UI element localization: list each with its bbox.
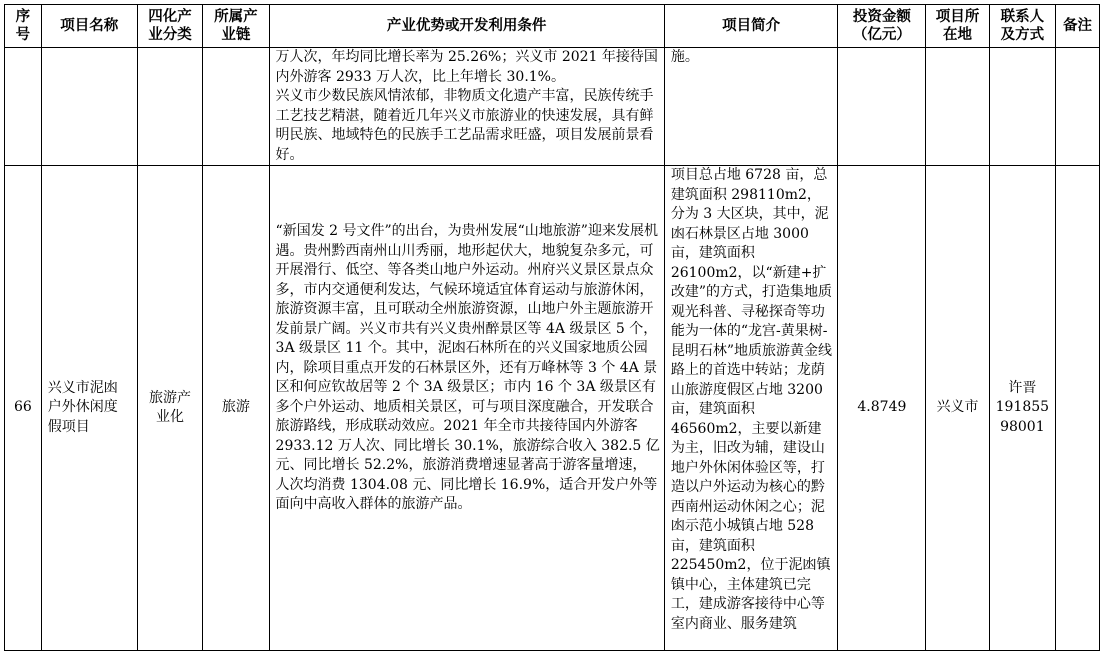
header-advantage [269, 5, 664, 48]
cell-chain: 旅游 [203, 166, 269, 651]
header-name [41, 5, 137, 48]
header-advantage-label: 产业优势或开发利用条件 [386, 18, 547, 34]
header-remark [1056, 5, 1100, 48]
cell-contact [989, 48, 1055, 166]
header-intro [664, 5, 838, 48]
cell-advantage: 万人次，年均同比增长率为 25.26%；兴义市 2021 年接待国内外游客 2933 万人次，比上年增长 30.1%。 兴义市少数民族风情浓郁，非物质文化遗产丰富，民族传统手工艺技艺精湛，随着近几年兴义市旅游业的快速发展，具有鲜明民族、地域特色的民族手工艺品需求旺盛，项目发展前景看好。 [269, 48, 664, 166]
cell-category [137, 48, 202, 166]
cell-investment: 4.8749 [838, 166, 926, 651]
cell-chain [203, 48, 269, 166]
table-row [5, 48, 1100, 166]
project-table [4, 4, 1100, 651]
cell-intro: 施。 [664, 48, 838, 166]
header-category [137, 5, 202, 48]
cell-intro: 项目总占地 6728 亩，总建筑面积 298110m2，分为 3 大区块，其中，泥凼石林景区占地 3000 亩，建筑面积 26100m2，以“新建+扩改建”的方式，打造集地质观光科普、寻秘探奇等功能为一体的“龙宫-黄果树-昆明石林”地质旅游黄金线路上的首选中转站；龙荫山旅游度假区占地 3200 亩，建筑面积 46560m2，主要以新建为主，旧改为辅，建设山地户外休闲体验区等，打造以户外运动为核心的黔西南州运动休闲之心；泥凼示范小城镇占地 528 亩，建筑面积 225450m2，位于泥凼镇镇中心，主体建筑已完工，建成游客接待中心等室内商业、服务建筑 [664, 166, 838, 651]
cell-location: 兴义市 [926, 166, 989, 651]
cell-category: 旅游产业化 [137, 166, 202, 651]
cell-remark [1056, 166, 1100, 651]
cell-seq: 66 [5, 166, 42, 651]
cell-investment [838, 48, 926, 166]
header-remark-label: 备注 [1063, 18, 1093, 34]
header-seq-label: 序 号 [15, 9, 31, 43]
cell-advantage: “新国发 2 号文件”的出台，为贵州发展“山地旅游”迎来发展机遇。贵州黔西南州山川秀丽，地形起伏大，地貌复杂多元，可开展滑行、低空、等各类山地户外运动。州府兴义景区景点众多，市内交通便利发达，气候环境适宜体育运动与旅游休闲，旅游资源丰富，且可联动全州旅游资源，山地户外主题旅游开发前景广阔。兴义市共有兴义贵州醉景区等 4A 级景区 5 个，3A 级景区 11 个。其中，泥凼石林所在的兴义国家地质公园内，除项目重点开发的石林景区外，还有万峰林等 3 个 4A 景区和何应钦故居等 2 个 3A 级景区；市内 16 个 3A 级景区有多个户外运动、地质相关景区，可与项目深度融合，开发联合旅游路线，形成联动效应。2021 年全市共接待国内外游客 2933.12 万人次、同比增长 30.1%，旅游综合收入 382.5 亿元、同比增长 52.2%，旅游消费增速显著高于游客量增速，人次均消费 1304.08 元、同比增长 16.9%，适合开发户外等面向中高收入群体的旅游产品。 [269, 166, 664, 651]
header-chain-label: 所属产 业链 [214, 9, 258, 43]
cell-remark [1056, 48, 1100, 166]
header-row [5, 5, 1100, 48]
cell-name: 兴义市泥凼户外休闲度假项目 [41, 166, 137, 651]
cell-location [926, 48, 989, 166]
header-investment-label: 投资金额 （亿元） [852, 9, 911, 43]
header-intro-label: 项目简介 [722, 18, 781, 34]
header-seq [5, 5, 42, 48]
header-category-label: 四化产 业分类 [148, 9, 192, 43]
cell-contact: 许晋 191855 98001 [989, 166, 1055, 651]
table-row [5, 166, 1100, 651]
cell-name [41, 48, 137, 166]
header-contact-label: 联系人 及方式 [1000, 9, 1045, 43]
header-location [926, 5, 989, 48]
header-name-label: 项目名称 [60, 18, 119, 34]
header-contact [989, 5, 1055, 48]
header-investment [838, 5, 926, 48]
header-location-label: 项目所 在地 [935, 9, 980, 43]
cell-seq [5, 48, 42, 166]
header-chain [203, 5, 269, 48]
